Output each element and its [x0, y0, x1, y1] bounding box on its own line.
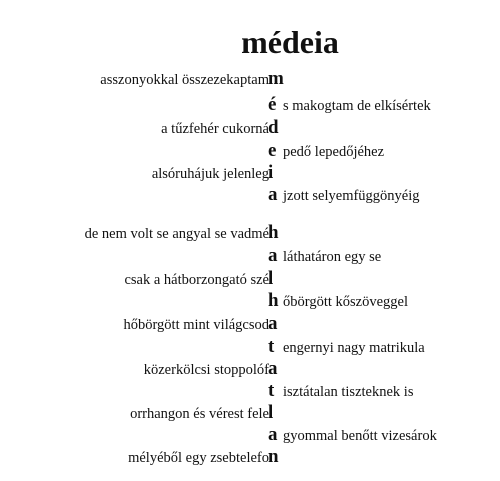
line-right-text: isztátalan tiszteknek is — [283, 384, 414, 400]
acrostic-letter: h — [268, 290, 279, 311]
acrostic-letter: n — [268, 446, 279, 467]
acrostic-letter: a — [268, 424, 278, 445]
acrostic-letter: e — [268, 140, 277, 161]
poem-line — [0, 382, 500, 402]
acrostic-letter: h — [268, 222, 279, 243]
acrostic-letter: a — [268, 358, 278, 379]
poem-line — [0, 247, 500, 267]
line-left-text: orrhangon és vérest fele — [130, 406, 269, 422]
poem-line — [0, 315, 500, 335]
poem-line — [0, 224, 500, 244]
poem-line — [0, 119, 500, 139]
line-right-text: pedő lepedőjéhez — [283, 144, 385, 160]
line-right-text: engernyi nagy matrikula — [283, 340, 425, 356]
poem-line — [0, 270, 500, 290]
poem-line — [0, 360, 500, 380]
poem-line — [0, 448, 500, 468]
acrostic-letter: é — [268, 94, 277, 115]
line-right-text: gyommal benőtt vizesárok — [283, 428, 437, 444]
line-left-text: csak a hátborzongató szé — [124, 272, 269, 288]
poem-line — [0, 70, 500, 90]
poem-line — [0, 292, 500, 312]
poem-line — [0, 338, 500, 358]
acrostic-letter: l — [268, 268, 274, 289]
line-right-text: őbörgött kőszöveggel — [283, 294, 408, 310]
acrostic-letter: m — [268, 68, 284, 89]
line-left-text: asszonyokkal összezekaptam — [100, 72, 269, 88]
poem-line — [0, 164, 500, 184]
acrostic-letter: d — [268, 117, 279, 138]
acrostic-letter: a — [268, 184, 278, 205]
line-left-text: alsóruhájuk jelenleg — [151, 166, 269, 182]
poem-title: médeia — [241, 24, 339, 60]
poem-line — [0, 426, 500, 446]
poem-line — [0, 142, 500, 162]
line-left-text: a tűzfehér cukorná — [161, 121, 269, 137]
acrostic-letter: t — [268, 380, 275, 401]
acrostic-letter: t — [268, 336, 275, 357]
poem-line — [0, 96, 500, 116]
acrostic-letter: l — [268, 402, 274, 423]
poem-line — [0, 404, 500, 424]
line-left-text: hőbörgött mint világcsod — [123, 317, 269, 333]
line-right-text: láthatáron egy se — [283, 249, 382, 265]
line-right-text: jzott selyemfüggönyéig — [283, 188, 420, 204]
acrostic-letter: a — [268, 313, 278, 334]
poem-line — [0, 186, 500, 206]
line-left-text: közerkölcsi stoppolóf — [143, 362, 269, 378]
line-left-text: de nem volt se angyal se vadmé — [84, 226, 269, 242]
acrostic-letter: i — [268, 162, 274, 183]
line-left-text: mélyéből egy zsebtelefo — [128, 450, 269, 466]
acrostic-letter: a — [268, 245, 278, 266]
line-right-text: s makogtam de elkísértek — [283, 98, 431, 114]
